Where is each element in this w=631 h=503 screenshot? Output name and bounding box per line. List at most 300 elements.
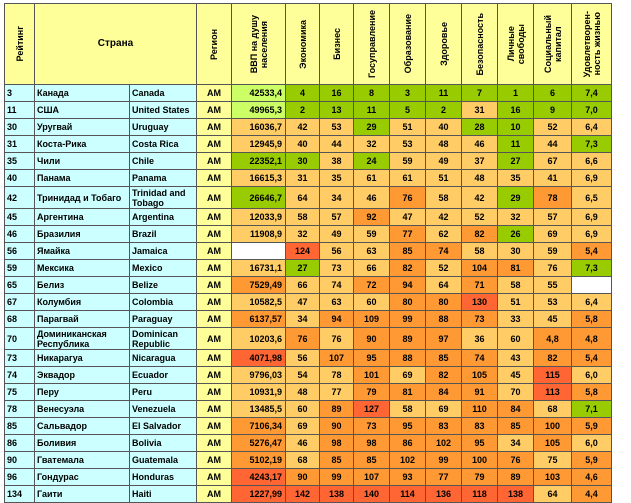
region-cell: AM: [197, 384, 232, 401]
business-cell: 74: [320, 277, 354, 294]
gdp-cell: 11908,9: [232, 226, 286, 243]
governance-cell: 90: [354, 328, 390, 350]
personal-freedom-cell: 29: [498, 187, 534, 209]
health-cell: 64: [426, 277, 462, 294]
personal-freedom-cell: 81: [498, 260, 534, 277]
social-capital-cell: 52: [534, 119, 572, 136]
governance-cell: 46: [354, 187, 390, 209]
rank-cell: 73: [5, 350, 35, 367]
governance-cell: 109: [354, 311, 390, 328]
gdp-cell: 7106,34: [232, 418, 286, 435]
personal-freedom-cell: 58: [498, 277, 534, 294]
gdp-cell: 26646,7: [232, 187, 286, 209]
region-cell: AM: [197, 435, 232, 452]
life-satisfaction-cell: [572, 277, 612, 294]
region-cell: AM: [197, 469, 232, 486]
business-cell: 53: [320, 119, 354, 136]
health-cell: 99: [426, 452, 462, 469]
education-cell: 51: [390, 119, 426, 136]
table-row: [5, 311, 612, 328]
health-cell: 51: [426, 170, 462, 187]
table-row: [5, 153, 612, 170]
country-en-cell: Haiti: [130, 486, 197, 503]
life-satisfaction-cell: 6,9: [572, 226, 612, 243]
business-cell: 94: [320, 311, 354, 328]
personal-freedom-cell: 27: [498, 153, 534, 170]
business-cell: 89: [320, 401, 354, 418]
gdp-cell: 16615,3: [232, 170, 286, 187]
governance-cell: 101: [354, 367, 390, 384]
rank-cell: 31: [5, 136, 35, 153]
governance-cell: 59: [354, 226, 390, 243]
safety-cell: 42: [462, 187, 498, 209]
table-row: [5, 384, 612, 401]
business-cell: 107: [320, 350, 354, 367]
economy-cell: 32: [286, 226, 320, 243]
country-en-cell: Bolivia: [130, 435, 197, 452]
education-cell: 86: [390, 435, 426, 452]
economy-cell: 2: [286, 102, 320, 119]
country-en-cell: Mexico: [130, 260, 197, 277]
social-capital-cell: 59: [534, 243, 572, 260]
gdp-cell: 5102,19: [232, 452, 286, 469]
gdp-cell: 9796,03: [232, 367, 286, 384]
economy-cell: 4: [286, 85, 320, 102]
life-satisfaction-cell: 7,1: [572, 401, 612, 418]
business-cell: 63: [320, 294, 354, 311]
personal-freedom-cell: 34: [498, 435, 534, 452]
safety-cell: 37: [462, 153, 498, 170]
business-cell: 138: [320, 486, 354, 503]
education-cell: 53: [390, 136, 426, 153]
life-satisfaction-cell: 6,4: [572, 294, 612, 311]
region-cell: AM: [197, 119, 232, 136]
country-en-cell: Argentina: [130, 209, 197, 226]
economy-cell: 90: [286, 469, 320, 486]
gdp-cell: 7529,49: [232, 277, 286, 294]
life-satisfaction-cell: 6,4: [572, 119, 612, 136]
rank-cell: 75: [5, 384, 35, 401]
governance-cell: 73: [354, 418, 390, 435]
country-en-cell: Guatemala: [130, 452, 197, 469]
rank-cell: 90: [5, 452, 35, 469]
safety-cell: 91: [462, 384, 498, 401]
region-cell: AM: [197, 85, 232, 102]
education-cell: 114: [390, 486, 426, 503]
safety-cell: 82: [462, 226, 498, 243]
education-cell: 3: [390, 85, 426, 102]
education-cell: 89: [390, 328, 426, 350]
life-satisfaction-cell: 5,4: [572, 350, 612, 367]
table-row: [5, 260, 612, 277]
governance-cell: 63: [354, 243, 390, 260]
table-row: [5, 418, 612, 435]
education-cell: 69: [390, 367, 426, 384]
country-ru-cell: Чили: [35, 153, 130, 170]
safety-cell: 28: [462, 119, 498, 136]
personal-freedom-cell: 51: [498, 294, 534, 311]
health-cell: 82: [426, 367, 462, 384]
table-wrapper: [4, 3, 612, 503]
economy-cell: 60: [286, 401, 320, 418]
header-gdp: ВВП на душу населения: [232, 4, 286, 85]
rank-cell: 11: [5, 102, 35, 119]
country-en-cell: Costa Rica: [130, 136, 197, 153]
rank-cell: 74: [5, 367, 35, 384]
education-cell: 80: [390, 294, 426, 311]
country-en-cell: Trinidad and Tobago: [130, 187, 197, 209]
education-cell: 82: [390, 260, 426, 277]
economy-cell: 142: [286, 486, 320, 503]
social-capital-cell: 115: [534, 367, 572, 384]
safety-cell: 73: [462, 311, 498, 328]
region-cell: AM: [197, 170, 232, 187]
header-social-capital: Социальный капитал: [534, 4, 572, 85]
header-safety: Безопасность: [462, 4, 498, 85]
header-health: Здоровье: [426, 4, 462, 85]
gdp-cell: [232, 243, 286, 260]
table-row: [5, 350, 612, 367]
governance-cell: 79: [354, 384, 390, 401]
business-cell: 44: [320, 136, 354, 153]
table-row: [5, 277, 612, 294]
health-cell: 42: [426, 209, 462, 226]
gdp-cell: 10203,6: [232, 328, 286, 350]
personal-freedom-cell: 11: [498, 136, 534, 153]
header-row: [5, 4, 612, 85]
safety-cell: 105: [462, 367, 498, 384]
social-capital-cell: 82: [534, 350, 572, 367]
personal-freedom-cell: 33: [498, 311, 534, 328]
table-row: [5, 367, 612, 384]
region-cell: AM: [197, 328, 232, 350]
country-en-cell: Colombia: [130, 294, 197, 311]
country-en-cell: Chile: [130, 153, 197, 170]
governance-cell: 85: [354, 452, 390, 469]
region-cell: AM: [197, 153, 232, 170]
social-capital-cell: 6: [534, 85, 572, 102]
country-en-cell: Dominican Republic: [130, 328, 197, 350]
table-row: [5, 435, 612, 452]
health-cell: 49: [426, 153, 462, 170]
country-en-cell: Panama: [130, 170, 197, 187]
business-cell: 13: [320, 102, 354, 119]
economy-cell: 48: [286, 384, 320, 401]
governance-cell: 92: [354, 209, 390, 226]
governance-cell: 11: [354, 102, 390, 119]
economy-cell: 64: [286, 187, 320, 209]
economy-cell: 76: [286, 328, 320, 350]
health-cell: 84: [426, 384, 462, 401]
safety-cell: 130: [462, 294, 498, 311]
economy-cell: 54: [286, 367, 320, 384]
safety-cell: 52: [462, 209, 498, 226]
social-capital-cell: 105: [534, 435, 572, 452]
life-satisfaction-cell: 6,0: [572, 435, 612, 452]
gdp-cell: 16036,7: [232, 119, 286, 136]
health-cell: 62: [426, 226, 462, 243]
health-cell: 40: [426, 119, 462, 136]
rank-cell: 45: [5, 209, 35, 226]
safety-cell: 79: [462, 469, 498, 486]
gdp-cell: 16731,1: [232, 260, 286, 277]
business-cell: 78: [320, 367, 354, 384]
economy-cell: 46: [286, 435, 320, 452]
social-capital-cell: 76: [534, 260, 572, 277]
economy-cell: 68: [286, 452, 320, 469]
table-row: [5, 294, 612, 311]
economy-cell: 40: [286, 136, 320, 153]
table-row: [5, 401, 612, 418]
gdp-cell: 5276,47: [232, 435, 286, 452]
governance-cell: 98: [354, 435, 390, 452]
region-cell: AM: [197, 367, 232, 384]
country-en-cell: Ecuador: [130, 367, 197, 384]
table-row: [5, 452, 612, 469]
country-ru-cell: Белиз: [35, 277, 130, 294]
social-capital-cell: 9: [534, 102, 572, 119]
business-cell: 49: [320, 226, 354, 243]
social-capital-cell: 68: [534, 401, 572, 418]
social-capital-cell: 4,8: [534, 328, 572, 350]
region-cell: AM: [197, 243, 232, 260]
economy-cell: 34: [286, 311, 320, 328]
life-satisfaction-cell: 5,9: [572, 418, 612, 435]
health-cell: 80: [426, 294, 462, 311]
economy-cell: 30: [286, 153, 320, 170]
rank-cell: 85: [5, 418, 35, 435]
economy-cell: 66: [286, 277, 320, 294]
rank-cell: 70: [5, 328, 35, 350]
education-cell: 5: [390, 102, 426, 119]
governance-cell: 127: [354, 401, 390, 418]
life-satisfaction-cell: 4,8: [572, 328, 612, 350]
life-satisfaction-cell: 5,4: [572, 243, 612, 260]
header-rank: Рейтинг: [5, 4, 35, 85]
region-cell: AM: [197, 452, 232, 469]
country-en-cell: Uruguay: [130, 119, 197, 136]
region-cell: AM: [197, 260, 232, 277]
health-cell: 88: [426, 311, 462, 328]
country-ru-cell: Боливия: [35, 435, 130, 452]
region-cell: AM: [197, 277, 232, 294]
life-satisfaction-cell: 6,6: [572, 153, 612, 170]
gdp-cell: 22352,1: [232, 153, 286, 170]
rank-cell: 68: [5, 311, 35, 328]
personal-freedom-cell: 1: [498, 85, 534, 102]
table-row: [5, 209, 612, 226]
safety-cell: 7: [462, 85, 498, 102]
health-cell: 97: [426, 328, 462, 350]
gdp-cell: 4071,98: [232, 350, 286, 367]
region-cell: AM: [197, 209, 232, 226]
business-cell: 56: [320, 243, 354, 260]
safety-cell: 31: [462, 102, 498, 119]
safety-cell: 48: [462, 170, 498, 187]
business-cell: 38: [320, 153, 354, 170]
education-cell: 85: [390, 243, 426, 260]
safety-cell: 104: [462, 260, 498, 277]
country-ru-cell: Эквадор: [35, 367, 130, 384]
country-ru-cell: Гватемала: [35, 452, 130, 469]
table-row: [5, 187, 612, 209]
health-cell: 48: [426, 136, 462, 153]
rank-cell: 3: [5, 85, 35, 102]
governance-cell: 72: [354, 277, 390, 294]
governance-cell: 60: [354, 294, 390, 311]
personal-freedom-cell: 85: [498, 418, 534, 435]
header-country: Страна: [35, 4, 197, 85]
social-capital-cell: 45: [534, 311, 572, 328]
personal-freedom-cell: 60: [498, 328, 534, 350]
social-capital-cell: 103: [534, 469, 572, 486]
gdp-cell: 1227,99: [232, 486, 286, 503]
personal-freedom-cell: 76: [498, 452, 534, 469]
country-en-cell: Jamaica: [130, 243, 197, 260]
economy-cell: 31: [286, 170, 320, 187]
rank-cell: 40: [5, 170, 35, 187]
business-cell: 77: [320, 384, 354, 401]
country-ru-cell: Гондурас: [35, 469, 130, 486]
region-cell: AM: [197, 187, 232, 209]
country-en-cell: Honduras: [130, 469, 197, 486]
rank-cell: 56: [5, 243, 35, 260]
gdp-cell: 12945,9: [232, 136, 286, 153]
header-governance: Госуправление: [354, 4, 390, 85]
governance-cell: 95: [354, 350, 390, 367]
life-satisfaction-cell: 7,4: [572, 85, 612, 102]
health-cell: 74: [426, 243, 462, 260]
health-cell: 136: [426, 486, 462, 503]
education-cell: 61: [390, 170, 426, 187]
life-satisfaction-cell: 6,0: [572, 367, 612, 384]
social-capital-cell: 44: [534, 136, 572, 153]
rank-cell: 65: [5, 277, 35, 294]
header-region: Регион: [197, 4, 232, 85]
social-capital-cell: 53: [534, 294, 572, 311]
personal-freedom-cell: 26: [498, 226, 534, 243]
business-cell: 57: [320, 209, 354, 226]
country-ru-cell: Венесуэла: [35, 401, 130, 418]
gdp-cell: 4243,17: [232, 469, 286, 486]
country-en-cell: El Salvador: [130, 418, 197, 435]
health-cell: 52: [426, 260, 462, 277]
social-capital-cell: 75: [534, 452, 572, 469]
region-cell: AM: [197, 136, 232, 153]
gdp-cell: 49965,3: [232, 102, 286, 119]
education-cell: 58: [390, 401, 426, 418]
education-cell: 76: [390, 187, 426, 209]
life-satisfaction-cell: 6,5: [572, 187, 612, 209]
country-ru-cell: Аргентина: [35, 209, 130, 226]
health-cell: 2: [426, 102, 462, 119]
region-cell: AM: [197, 102, 232, 119]
country-ru-cell: Перу: [35, 384, 130, 401]
health-cell: 85: [426, 350, 462, 367]
table-row: [5, 119, 612, 136]
rank-cell: 134: [5, 486, 35, 503]
economy-cell: 124: [286, 243, 320, 260]
region-cell: AM: [197, 486, 232, 503]
education-cell: 94: [390, 277, 426, 294]
education-cell: 88: [390, 350, 426, 367]
country-en-cell: Brazil: [130, 226, 197, 243]
business-cell: 98: [320, 435, 354, 452]
life-satisfaction-cell: 7,3: [572, 260, 612, 277]
rank-cell: 42: [5, 187, 35, 209]
life-satisfaction-cell: 5,8: [572, 384, 612, 401]
business-cell: 90: [320, 418, 354, 435]
governance-cell: 29: [354, 119, 390, 136]
gdp-cell: 10582,5: [232, 294, 286, 311]
table-row: [5, 102, 612, 119]
life-satisfaction-cell: 4,4: [572, 486, 612, 503]
country-ru-cell: Парагвай: [35, 311, 130, 328]
personal-freedom-cell: 45: [498, 367, 534, 384]
business-cell: 76: [320, 328, 354, 350]
table-body: [5, 85, 612, 503]
safety-cell: 95: [462, 435, 498, 452]
social-capital-cell: 55: [534, 277, 572, 294]
rank-cell: 96: [5, 469, 35, 486]
country-en-cell: Venezuela: [130, 401, 197, 418]
social-capital-cell: 57: [534, 209, 572, 226]
rank-cell: 86: [5, 435, 35, 452]
economy-cell: 27: [286, 260, 320, 277]
business-cell: 16: [320, 85, 354, 102]
country-ru-cell: Ямайка: [35, 243, 130, 260]
header-economy: Экономика: [286, 4, 320, 85]
region-cell: AM: [197, 311, 232, 328]
region-cell: AM: [197, 350, 232, 367]
rank-cell: 46: [5, 226, 35, 243]
life-satisfaction-cell: 7,3: [572, 136, 612, 153]
education-cell: 93: [390, 469, 426, 486]
country-ru-cell: Коста-Рика: [35, 136, 130, 153]
country-ru-cell: Уругвай: [35, 119, 130, 136]
country-ru-cell: Бразилия: [35, 226, 130, 243]
life-satisfaction-cell: 6,9: [572, 209, 612, 226]
personal-freedom-cell: 30: [498, 243, 534, 260]
governance-cell: 8: [354, 85, 390, 102]
table-row: [5, 469, 612, 486]
country-rating-table: [4, 3, 612, 503]
economy-cell: 58: [286, 209, 320, 226]
personal-freedom-cell: 43: [498, 350, 534, 367]
country-ru-cell: Доминиканская Республика: [35, 328, 130, 350]
country-ru-cell: Никарагуа: [35, 350, 130, 367]
education-cell: 77: [390, 226, 426, 243]
header-personal-freedom: Личные свободы: [498, 4, 534, 85]
table-row: [5, 136, 612, 153]
gdp-cell: 13485,5: [232, 401, 286, 418]
governance-cell: 107: [354, 469, 390, 486]
table-row: [5, 170, 612, 187]
personal-freedom-cell: 10: [498, 119, 534, 136]
health-cell: 83: [426, 418, 462, 435]
table-row: [5, 328, 612, 350]
region-cell: AM: [197, 401, 232, 418]
personal-freedom-cell: 16: [498, 102, 534, 119]
governance-cell: 140: [354, 486, 390, 503]
health-cell: 102: [426, 435, 462, 452]
education-cell: 47: [390, 209, 426, 226]
life-satisfaction-cell: 5,9: [572, 452, 612, 469]
business-cell: 35: [320, 170, 354, 187]
country-ru-cell: США: [35, 102, 130, 119]
life-satisfaction-cell: 6,9: [572, 170, 612, 187]
country-ru-cell: Гаити: [35, 486, 130, 503]
